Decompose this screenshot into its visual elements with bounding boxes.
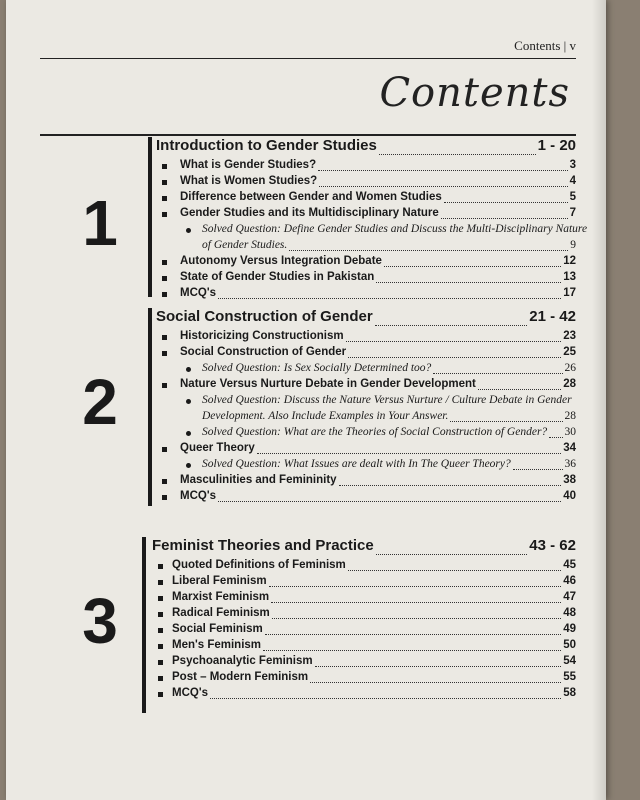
section-number: 1 bbox=[82, 187, 118, 259]
entry-page-number: 48 bbox=[563, 607, 576, 619]
leader-dots bbox=[265, 634, 561, 635]
leader-dots bbox=[271, 602, 561, 603]
entry-label: Quoted Definitions of Feminism bbox=[172, 559, 346, 571]
leader-dots bbox=[315, 666, 562, 667]
leader-dots bbox=[218, 298, 561, 299]
section-pages: 21 - 42 bbox=[529, 308, 576, 325]
toc-entry bbox=[156, 287, 576, 303]
leader-dots bbox=[444, 202, 568, 203]
section-number: 3 bbox=[82, 585, 118, 657]
toc-subentry bbox=[156, 426, 576, 442]
entry-page-number: 28 bbox=[564, 410, 576, 422]
leader-dots bbox=[210, 698, 561, 699]
entry-label: Social Feminism bbox=[172, 623, 263, 635]
toc-subentry-continued bbox=[156, 410, 576, 426]
entry-label: Marxist Feminism bbox=[172, 591, 270, 603]
section-bar bbox=[148, 137, 152, 297]
leader-dots bbox=[218, 501, 561, 502]
entry-label: Historicizing Constructionism bbox=[180, 330, 344, 342]
leader-dots bbox=[379, 154, 536, 155]
entry-label: State of Gender Studies in Pakistan bbox=[180, 271, 375, 283]
leader-dots bbox=[348, 570, 561, 571]
entry-label: Gender Studies and its Multidisciplinary Nature bbox=[180, 207, 439, 219]
entry-page-number: 49 bbox=[563, 623, 576, 635]
section-heading bbox=[156, 137, 576, 159]
toc-entry bbox=[152, 639, 576, 655]
toc-entry bbox=[152, 591, 576, 607]
toc-entry bbox=[152, 623, 576, 639]
entry-label: Difference between Gender and Women Studies bbox=[180, 191, 442, 203]
leader-dots bbox=[433, 373, 562, 374]
toc-entry bbox=[152, 671, 576, 687]
entry-page-number: 46 bbox=[563, 575, 576, 587]
page-title: Contents bbox=[379, 70, 570, 116]
entry-page-number: 5 bbox=[569, 191, 576, 203]
leader-dots bbox=[263, 650, 561, 651]
toc-entry bbox=[152, 559, 576, 575]
leader-dots bbox=[289, 250, 568, 251]
entry-label: Solved Question: Discuss the Nature Versus Nurture / Culture Debate in Gender bbox=[202, 394, 572, 406]
entry-label: of Gender Studies. bbox=[202, 239, 288, 251]
toc-subentry bbox=[156, 223, 588, 239]
running-head: Contents | v bbox=[514, 38, 576, 53]
leader-dots bbox=[376, 554, 528, 555]
entry-page-number: 55 bbox=[563, 671, 576, 683]
toc-entry bbox=[156, 191, 576, 207]
entry-label: Queer Theory bbox=[180, 442, 255, 454]
entry-label: MCQ's bbox=[172, 687, 208, 699]
header-rule bbox=[40, 58, 576, 59]
leader-dots bbox=[376, 282, 561, 283]
entry-page-number: 23 bbox=[563, 330, 576, 342]
leader-dots bbox=[339, 485, 562, 486]
leader-dots bbox=[348, 357, 561, 358]
entry-page-number: 3 bbox=[569, 159, 576, 171]
leader-dots bbox=[269, 586, 562, 587]
section-heading bbox=[152, 537, 576, 559]
entry-page-number: 54 bbox=[563, 655, 576, 667]
leader-dots bbox=[375, 325, 528, 326]
section-entries bbox=[156, 137, 588, 303]
toc-entry bbox=[156, 255, 576, 271]
toc-entry bbox=[152, 607, 576, 623]
entry-label: Solved Question: Is Sex Socially Determined too? bbox=[202, 362, 432, 374]
entry-label: What is Gender Studies? bbox=[180, 159, 317, 171]
entry-label: Autonomy Versus Integration Debate bbox=[180, 255, 382, 267]
leader-dots bbox=[384, 266, 561, 267]
entry-page-number: 26 bbox=[564, 362, 576, 374]
entry-label: Solved Question: Define Gender Studies and Discuss the Multi-Disciplinary Nature bbox=[202, 223, 588, 235]
toc-entry bbox=[156, 159, 576, 175]
entry-page-number: 50 bbox=[563, 639, 576, 651]
entry-page-number: 34 bbox=[563, 442, 576, 454]
entry-page-number: 25 bbox=[563, 346, 576, 358]
leader-dots bbox=[513, 469, 563, 470]
leader-dots bbox=[549, 437, 562, 438]
toc-subentry bbox=[156, 458, 576, 474]
toc-entry bbox=[152, 575, 576, 591]
entry-page-number: 36 bbox=[564, 458, 576, 470]
leader-dots bbox=[346, 341, 562, 342]
entry-page-number: 38 bbox=[563, 474, 576, 486]
toc-entry bbox=[156, 346, 576, 362]
toc-entry bbox=[156, 207, 576, 223]
leader-dots bbox=[257, 453, 561, 454]
entry-page-number: 4 bbox=[569, 175, 576, 187]
leader-dots bbox=[272, 618, 561, 619]
leader-dots bbox=[478, 389, 561, 390]
section-bar bbox=[142, 537, 146, 713]
entry-label: Development. Also Include Examples in Your Answer. bbox=[202, 410, 449, 422]
toc-entry bbox=[156, 175, 576, 191]
section-entries bbox=[156, 308, 576, 506]
entry-label: What is Women Studies? bbox=[180, 175, 318, 187]
entry-page-number: 13 bbox=[563, 271, 576, 283]
section-entries bbox=[152, 537, 576, 703]
leader-dots bbox=[310, 682, 561, 683]
toc-entry bbox=[156, 490, 576, 506]
entry-page-number: 28 bbox=[563, 378, 576, 390]
entry-label: Masculinities and Femininity bbox=[180, 474, 337, 486]
section-title: Social Construction of Gender bbox=[156, 308, 373, 325]
entry-label: Nature Versus Nurture Debate in Gender Development bbox=[180, 378, 476, 390]
leader-dots bbox=[441, 218, 568, 219]
toc-subentry bbox=[156, 394, 576, 410]
section-number: 2 bbox=[82, 366, 118, 438]
entry-label: Post – Modern Feminism bbox=[172, 671, 309, 683]
entry-label: Psychoanalytic Feminism bbox=[172, 655, 313, 667]
toc-entry bbox=[152, 655, 576, 671]
entry-label: Social Construction of Gender bbox=[180, 346, 347, 358]
section-title: Introduction to Gender Studies bbox=[156, 137, 377, 154]
entry-page-number: 7 bbox=[569, 207, 576, 219]
toc-entry bbox=[156, 330, 576, 346]
entry-page-number: 12 bbox=[563, 255, 576, 267]
leader-dots bbox=[318, 170, 567, 171]
entry-label: Liberal Feminism bbox=[172, 575, 267, 587]
entry-page-number: 40 bbox=[563, 490, 576, 502]
book-page bbox=[6, 0, 606, 800]
section-pages: 1 - 20 bbox=[537, 137, 576, 154]
entry-label: Men's Feminism bbox=[172, 639, 262, 651]
toc-entry bbox=[156, 378, 576, 394]
entry-label: Solved Question: What Issues are dealt with In The Queer Theory? bbox=[202, 458, 511, 470]
toc-subentry bbox=[156, 362, 576, 378]
section-heading bbox=[156, 308, 576, 330]
toc-entry bbox=[156, 474, 576, 490]
entry-label: MCQ's bbox=[180, 287, 216, 299]
title-rule bbox=[40, 134, 576, 136]
toc-entry bbox=[156, 442, 576, 458]
entry-label: Solved Question: What are the Theories of Social Construction of Gender? bbox=[202, 426, 548, 438]
leader-dots bbox=[319, 186, 567, 187]
entry-label: MCQ's bbox=[180, 490, 216, 502]
section-bar bbox=[148, 308, 152, 506]
entry-page-number: 17 bbox=[563, 287, 576, 299]
page-edge-shadow bbox=[592, 0, 606, 800]
toc-entry bbox=[156, 271, 576, 287]
entry-page-number: 47 bbox=[563, 591, 576, 603]
entry-page-number: 45 bbox=[563, 559, 576, 571]
leader-dots bbox=[450, 421, 562, 422]
entry-page-number: 58 bbox=[563, 687, 576, 699]
entry-page-number: 9 bbox=[570, 239, 576, 251]
entry-label: Radical Feminism bbox=[172, 607, 270, 619]
section-pages: 43 - 62 bbox=[529, 537, 576, 554]
toc-entry bbox=[152, 687, 576, 703]
entry-page-number: 30 bbox=[564, 426, 576, 438]
toc-subentry-continued bbox=[156, 239, 576, 255]
section-title: Feminist Theories and Practice bbox=[152, 537, 374, 554]
